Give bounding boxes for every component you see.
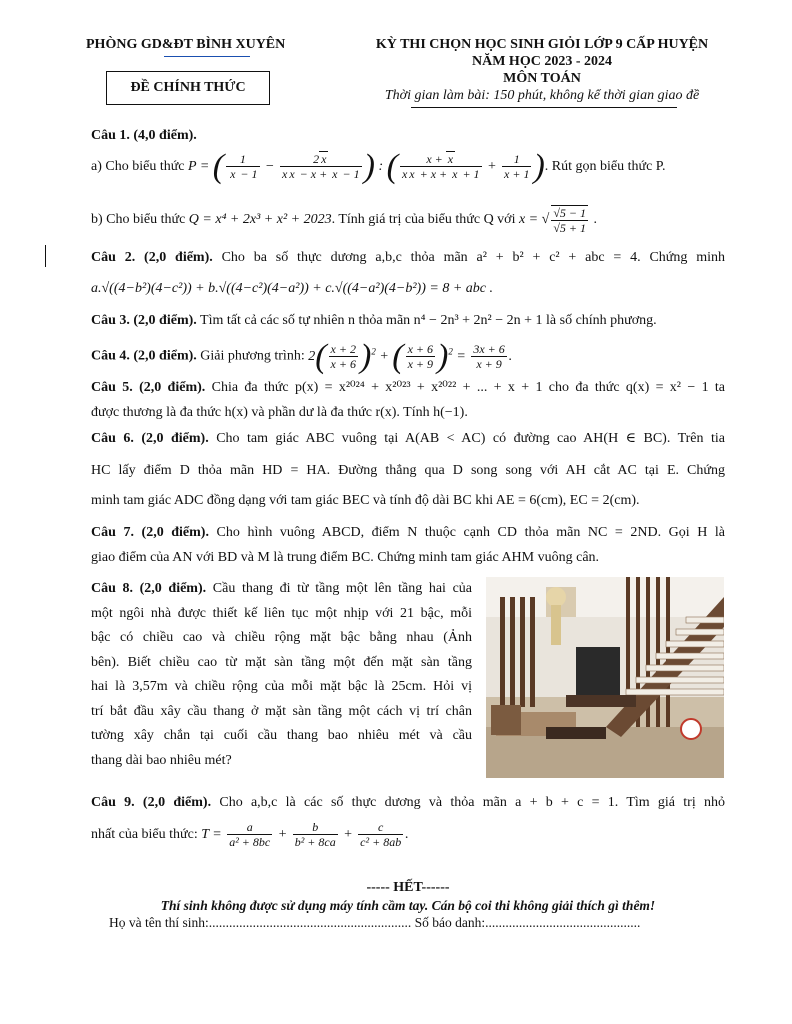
margin-mark [45, 245, 46, 267]
end-mark: ----- HẾT------ [366, 880, 450, 895]
q9-title: Câu 9. (2,0 điểm). [91, 795, 212, 810]
q8-text-line1: Cầu thang đi từ tầng một lên tầng hai của [212, 581, 472, 596]
q4-equation: 2( $\frac{x + 2}{x + 6}$ )$^2$ + ( $\frac{x + 6}{x + 9}$ )$^2$ = $\frac{3x + 6}{x + 9}$ . [308, 337, 513, 375]
exam-title: KỲ THI CHỌN HỌC SINH GIỎI LỚP 9 CẤP HUYỆN [375, 37, 709, 52]
school-year: NĂM HỌC 2023 - 2024 [472, 54, 612, 69]
q1b-x: x = [518, 212, 539, 227]
q6-line2: HC lấy điểm D thỏa mãn HD = HA. Đường thẳng qua D song song với AH cắt AC tại E. Chứng [91, 463, 725, 478]
q6-text-line1: Cho tam giác ABC vuông tại A(AB < AC) có đường cao AH(H ∈ BC). Trên tia [216, 431, 725, 446]
q8-line7: tường xây chắn tại cuối cầu thang bao nhiêu mét và cầu [91, 728, 472, 743]
department-name: PHÒNG GD&ĐT BÌNH XUYÊN [86, 37, 286, 52]
q7-line2: giao điểm của AN với BD và M là trung điểm BC. Chứng minh tam giác AHM vuông cân. [91, 550, 600, 565]
q1-heading [91, 127, 725, 145]
q1b-prefix: b) Cho biểu thức [91, 212, 186, 227]
q9-prefix: nhất của biểu thức: [91, 827, 198, 842]
department-underline [164, 56, 250, 57]
q2-title: Câu 2. (2,0 điểm). [91, 250, 213, 265]
q3-title: Câu 3. (2,0 điểm). [91, 313, 197, 328]
q2-expression: a.√((4−b²)(4−c²)) + b.√((4−c²)(4−a²)) + c.√((4−a²)(4−b²)) = 8 + abc . [91, 281, 493, 296]
q9-line1 [91, 794, 725, 812]
q5-line1 [91, 379, 725, 397]
staircase-illustration [486, 577, 724, 778]
q8-line5: hai là 3,57m và chiều rộng của mỗi mặt bậc là 25cm. Hỏi vị [91, 679, 472, 694]
q1a-prefix: a) Cho biểu thức [91, 159, 185, 174]
q1-title: Câu 1. (4,0 điểm). [91, 128, 197, 143]
q4-text: Giải phương trình: [200, 348, 305, 364]
q9-text-line1: Cho a,b,c là các số thực dương và thỏa mãn a + b + c = 1. Tìm giá trị nhỏ [219, 795, 725, 810]
q7-title: Câu 7. (2,0 điểm). [91, 525, 209, 540]
q6-line1 [91, 430, 725, 448]
q9-expression: T = $\frac{a}{\text{a² + 8bc}}$ + $\frac{b}{\text{b² + 8ca}}$ + $\frac{c}{\text{c² + 8ab}}$ . [201, 820, 409, 850]
q3-text: Tìm tất cả các số tự nhiên n thỏa mãn n⁴ − 2n³ + 2n² − 2n + 1 là số chính phương. [200, 313, 657, 328]
footer-note: Thí sinh không được sử dụng máy tính cầm tay. Cán bộ coi thi không giải thích gì thêm! [160, 898, 656, 913]
q1a-suffix: . Rút gọn biểu thức P. [544, 159, 666, 174]
q1b-x-value: √ $\frac{√5 - 1}{√5 + 1}$ [541, 205, 587, 235]
q9-line2 [91, 815, 725, 855]
q8-line3: bậc có chiều cao và chiều rộng mặt bậc bằng nhau (Ảnh [91, 630, 472, 645]
q1a-expression: P = ( $\frac{1}{x - 1}$ − $\frac{2 x}{\text{x x − x + x − 1}}$ ) : ( $\frac{x + x}{\text{x x + x + x + 1}}$ + $\frac{1}{x + 1}$ ) [188, 147, 545, 185]
q8-line2: một ngôi nhà được thiết kế liên tục một nhịp với 21 bậc, mỗi [91, 605, 472, 621]
q8-line8: thang dài bao nhiêu mét? [91, 752, 232, 768]
q6-title: Câu 6. (2,0 điểm). [91, 431, 209, 446]
q7-line1 [91, 524, 725, 542]
official-exam-box [106, 71, 270, 105]
q1b-expression: Q = x⁴ + 2x³ + x² + 2023 [188, 212, 332, 227]
q1b-line: b) Cho biểu thức Q = x⁴ + 2x³ + x² + 2023. Tính giá trị của biểu thức Q với x = √ $\frac{√5 - 1}{√5 + 1}$ . [91, 205, 598, 235]
q8-title: Câu 8. (2,0 điểm). [91, 581, 207, 596]
subject-title: MÔN TOÁN [503, 71, 581, 86]
q5-title: Câu 5. (2,0 điểm). [91, 380, 206, 395]
q5-line2: được thương là đa thức h(x) và phần dư là đa thức r(x). Tính h(−1). [91, 405, 468, 420]
time-note: Thời gian làm bài: 150 phút, không kể thời gian giao đề [384, 88, 700, 103]
q8-line1 [91, 577, 472, 602]
q1b-middle: . Tính giá trị của biểu thức Q với [331, 212, 516, 227]
q3-line [91, 312, 725, 330]
time-note-underline [411, 107, 677, 108]
q6-line3: minh tam giác ADC đồng dạng với tam giác BEC và tính độ dài BC khi AE = 6(cm), EC = 2(cm). [91, 493, 640, 508]
official-label: ĐỀ CHÍNH THỨC [130, 80, 246, 95]
q8-block [91, 577, 472, 773]
q8-line4: bên). Biết chiều cao từ mặt sàn tầng một đến mặt sàn tầng [91, 654, 472, 670]
q7-text-line1: Cho hình vuông ABCD, điểm N thuộc cạnh CD thỏa mãn NC = 2ND. Gọi H là [216, 525, 726, 540]
staircase-photo [486, 577, 724, 778]
q4-line [91, 331, 725, 375]
q4-title: Câu 4. (2,0 điểm). [91, 348, 197, 364]
candidate-info-line: Họ và tên thí sinh:............................................................ Số báo danh:.............................................. [109, 915, 641, 930]
q2-line1 [91, 249, 725, 267]
q5-text-line1: Chia đa thức p(x) = x²⁰²⁴ + x²⁰²³ + x²⁰²² + ... + x + 1 cho đa thức q(x) = x² − 1 ta [211, 380, 726, 395]
q8-line6: trí bắt đầu xây cầu thang ở mặt sàn tầng một cách vị trí chân [91, 703, 472, 719]
q1a-line [91, 147, 725, 187]
q2-text: Cho ba số thực dương a,b,c thỏa mãn a² + b² + c² + abc = 4. Chứng minh [221, 250, 725, 265]
